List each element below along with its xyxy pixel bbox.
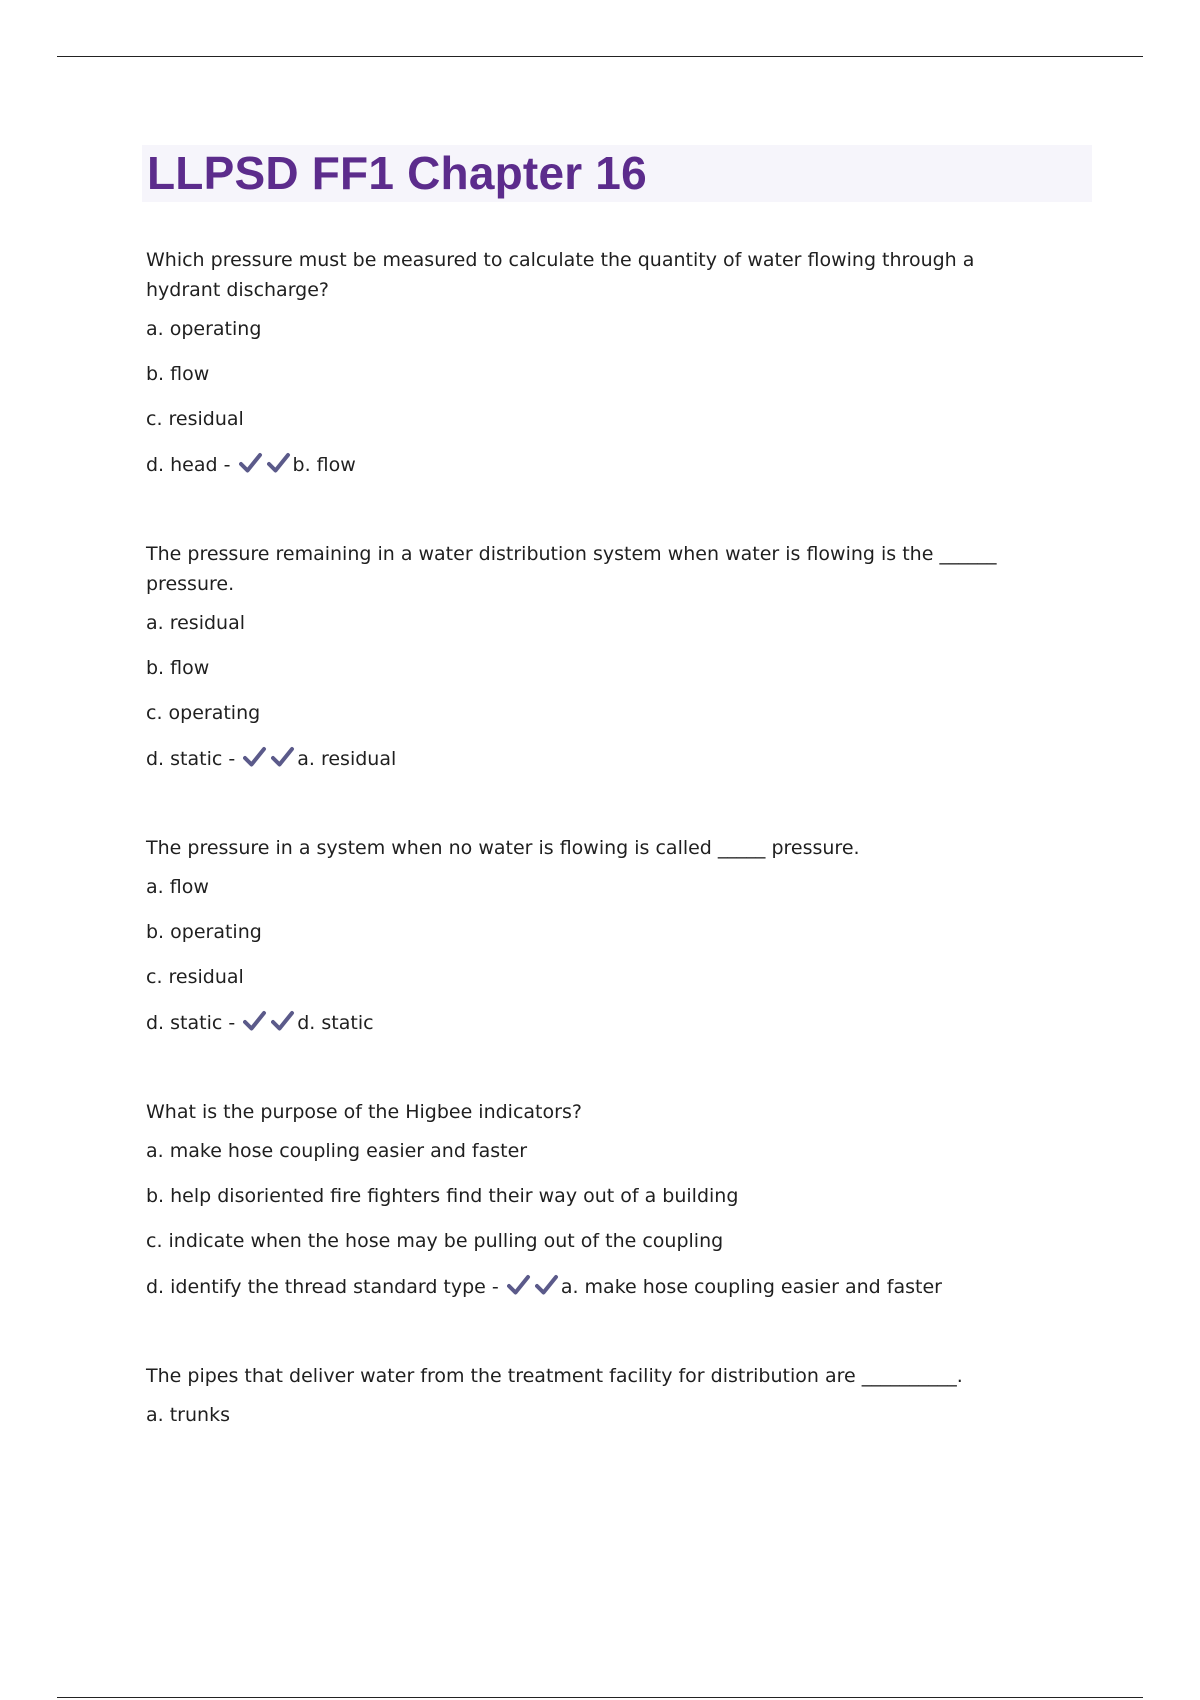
- answer-option: a. residual: [146, 612, 246, 634]
- answer-option: a. flow: [146, 876, 209, 898]
- check-icon: [243, 1010, 267, 1032]
- answer-option: c. indicate when the hose may be pulling out of the coupling: [146, 1230, 724, 1252]
- correct-answer: b. flow: [292, 454, 356, 476]
- check-icon: [271, 746, 295, 768]
- answer-option: d. head -: [146, 454, 231, 476]
- question-text: The pipes that deliver water from the treatment facility for distribution are __________.: [146, 1365, 963, 1387]
- check-icon: [271, 1010, 295, 1032]
- question-text: What is the purpose of the Higbee indicators?: [146, 1101, 582, 1123]
- correct-answer: a. make hose coupling easier and faster: [560, 1276, 942, 1298]
- answer-option: b. flow: [146, 363, 210, 385]
- answer-option: b. operating: [146, 921, 262, 943]
- answer-option: a. operating: [146, 318, 262, 340]
- question-text: The pressure in a system when no water is flowing is called _____ pressure.: [146, 837, 860, 859]
- answer-option: c. residual: [146, 966, 244, 988]
- page-title: LLPSD FF1 Chapter 16: [147, 147, 647, 199]
- question-list: [146, 245, 1046, 1490]
- answer-option: d. static -: [146, 1012, 236, 1034]
- title-banner: [142, 145, 1092, 202]
- answer-option: d. identify the thread standard type -: [146, 1276, 499, 1298]
- answer-line: [146, 1010, 1046, 1035]
- answer-option: a. make hose coupling easier and faster: [146, 1140, 528, 1162]
- answer-option: a. trunks: [146, 1404, 230, 1426]
- answer-line: [146, 746, 1046, 771]
- answer-option: c. residual: [146, 408, 244, 430]
- check-icon: [243, 746, 267, 768]
- check-icon: [267, 452, 291, 474]
- check-icon: [239, 452, 263, 474]
- question-block: [146, 1097, 1046, 1299]
- answer-option: b. flow: [146, 657, 210, 679]
- correct-answer: d. static: [297, 1012, 374, 1034]
- question-block: [146, 1361, 1046, 1428]
- question-text: The pressure remaining in a water distribution system when water is flowing is the ______ pressure.: [146, 543, 997, 595]
- top-rule: [57, 56, 1143, 57]
- correct-answer: a. residual: [297, 748, 397, 770]
- check-icon: [535, 1274, 559, 1296]
- bottom-rule: [57, 1697, 1143, 1698]
- question-text: Which pressure must be measured to calculate the quantity of water flowing through a hydrant discharge?: [146, 249, 975, 301]
- answer-option: d. static -: [146, 748, 236, 770]
- check-icon: [507, 1274, 531, 1296]
- answer-option: c. operating: [146, 702, 261, 724]
- question-block: [146, 833, 1046, 1035]
- answer-option: b. help disoriented fire fighters find their way out of a building: [146, 1185, 739, 1207]
- question-block: [146, 539, 1046, 771]
- answer-line: [146, 452, 1046, 477]
- answer-line: [146, 1274, 1046, 1299]
- question-block: [146, 245, 1046, 477]
